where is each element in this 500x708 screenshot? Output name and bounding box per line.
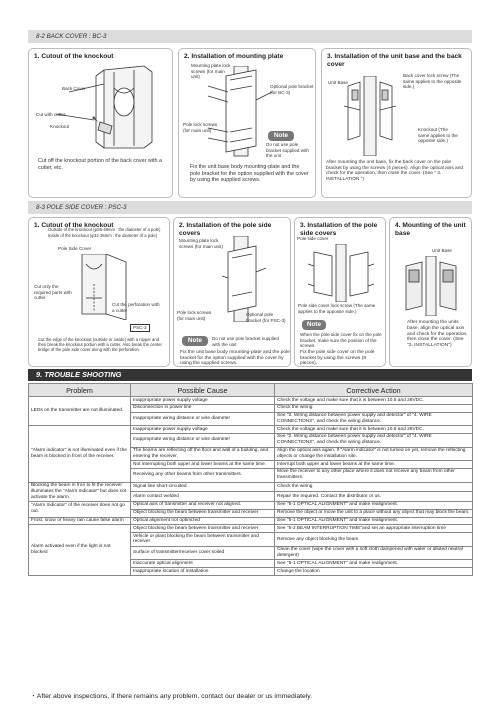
action-cell: See "5-1 OPTICAL ALIGNMENT" and make realignment. bbox=[275, 501, 473, 509]
cause-cell: Optical axis of transmitter and receiver not aligned. bbox=[131, 501, 275, 509]
cause-cell: Signal line short-circuited bbox=[131, 482, 275, 492]
cause-cell: Inaccurate optical alignment bbox=[131, 560, 275, 568]
label-outside-knockout: Outside of the knockout (φ55-48mm : the diameter of a pole) bbox=[48, 227, 161, 232]
label-pole-side-cover: Pole Side Cover bbox=[58, 246, 92, 251]
panel-caption: Fix the unit base body mounting-plate and the pole bracket for the option supplied with the cover by using the supplied screws. bbox=[190, 164, 309, 184]
action-cell: Repair the required. Contact the distributor or us. bbox=[275, 492, 473, 502]
panel-caption: Fix the pole side cover on the pole bracket by using the screws (8 pieces). bbox=[300, 350, 375, 367]
panel-title: 1. Cutout of the knockout bbox=[34, 53, 114, 60]
cause-cell: Inappropriate wiring distance or wire diameter bbox=[131, 412, 275, 426]
table-row bbox=[29, 501, 473, 509]
label-lock-screw: Pole side cover lock screw (The same applies to the opposite side.) bbox=[298, 303, 376, 314]
label-mounting-plate-screws: Mounting plate lock screws (for main unit) bbox=[191, 63, 231, 80]
back-cover-illustration bbox=[34, 62, 166, 154]
pole-bracket-illustration bbox=[222, 236, 268, 322]
problem-cell: LEDs on the transmitter are not illuminated. bbox=[29, 397, 131, 426]
section-bar-pole-side-cover bbox=[28, 201, 472, 214]
action-cell: Check the voltage and make sure that it is between 10.5 and 28VDC. bbox=[275, 397, 473, 405]
note-text: Do not use pole bracket supplied with the unit bbox=[212, 336, 279, 347]
problem-cell: "Alarm Indicator" of the receiver does not go out. bbox=[29, 501, 131, 517]
trouble-shooting-table bbox=[28, 383, 473, 576]
table-row bbox=[29, 426, 473, 434]
label-knockout: Knockout bbox=[50, 124, 70, 129]
label-knockout: Knockout (The same applies to the opposite side.) bbox=[418, 127, 458, 144]
label-unit-base: Unit Base bbox=[432, 248, 452, 253]
problem-cell: "Alarm indicator" is not illuminated even if the beam is blocked in front of the receiver. bbox=[29, 426, 131, 482]
label-cut-perforation: Cut the perforation with a cutter bbox=[112, 302, 160, 313]
label-cut-with-cutter: Cut with cutter. bbox=[36, 112, 67, 117]
section-title: 8-2 BACK COVER : BC-3 bbox=[36, 33, 107, 40]
panel-caption: After mounting the units base, align the optical axis and check for the operation, then close the cover. (See "3. INSTALLATION") bbox=[407, 320, 468, 349]
action-cell: Remove the object or move the unit to a place without any object that may block the beam. bbox=[275, 509, 473, 517]
header-corrective-action: Corrective Action bbox=[275, 384, 473, 397]
panel-title: 2. Installation of mounting plate bbox=[184, 53, 284, 60]
panel-caption: Cut the edge of the knockout (outside or inside) with a nipper and then break the knockout portion with a cutter. Also break the center bridge of the pole side cover along with the perforation. bbox=[38, 337, 162, 353]
cause-cell: Vehicle or plant blocking the beam between transmitter and receiver bbox=[131, 533, 275, 547]
label-pole-lock-screws: Pole lock screws (for main unit) bbox=[183, 122, 218, 133]
header-possible-cause: Possible Cause bbox=[131, 384, 275, 397]
note-badge: Note bbox=[268, 131, 294, 141]
panel-title: 4. Mounting of the unit base bbox=[395, 222, 466, 237]
action-cell: See "2. Wiring distance between power supply and detector" of "4. WIRE CONNECTIONS", and check the wiring distance. bbox=[275, 412, 473, 426]
table-row bbox=[29, 482, 473, 492]
note-badge: Note bbox=[182, 336, 208, 346]
action-cell: See "5-1 OPTICAL ALIGNMENT" and make realignment. bbox=[275, 560, 473, 568]
action-cell: Move the receiver to any other place where it does not receive any beam from other transmitters. bbox=[275, 468, 473, 482]
cause-cell: Inappropriate power supply voltage bbox=[131, 397, 275, 405]
cause-cell: Receiving any other beams from other transmitters. bbox=[131, 468, 275, 482]
action-cell: See "5-2 BEAM INTERRUPTION TIME"and set an appropriate interruption time bbox=[275, 525, 473, 533]
cause-cell: Object blocking the beam between transmitter and receiver bbox=[131, 525, 275, 533]
problem-cell: Alarm activated even if the light is not blocked bbox=[29, 525, 131, 576]
action-cell: Remove any object blocking the beam bbox=[275, 533, 473, 547]
label-pole-side-cover: Pole side cover bbox=[297, 236, 329, 241]
footnote: ・After above inspections, if there remains any problem, contact our dealer or us immediately. bbox=[30, 693, 313, 700]
note-text: Do not use pole bracket supplied with the unit bbox=[266, 142, 309, 159]
action-cell: Clean the cover (wipe the cover with a soft cloth dampened with water or diluted neutral detergent) bbox=[275, 546, 473, 560]
section-bar-back-cover bbox=[28, 30, 472, 43]
cause-cell: Object blocking the beam between transmitter and receiver bbox=[131, 509, 275, 517]
unit-base-back-cover-illustration bbox=[334, 76, 404, 156]
label-psc3: PSC-3 bbox=[130, 324, 150, 332]
label-optional-bracket: Optional pole bracket (for PSC-3) bbox=[246, 312, 286, 323]
panel-caption: After mounting the unit base, fix the back cover on the pole bracket by using the screws (4 pieces). Align the optical axis and check for the operation, then close the cover. (See " 3. INSTALLATION ") bbox=[326, 160, 464, 182]
label-optional-bracket: Optional pole bracket (for BC-3) bbox=[270, 84, 314, 95]
section-title: 8-3 POLE SIDE COVER : PSC-3 bbox=[36, 204, 127, 211]
panel-title: 3. Installation of the unit base and the back cover bbox=[327, 53, 462, 68]
problem-cell: Blocking the beam in fron to fit the receiver illuminates the "Alarm Indicator" but does not activate the alarm. bbox=[29, 482, 131, 501]
note-badge: Note bbox=[302, 320, 326, 330]
cause-cell: Inappropriate power supply voltage bbox=[131, 426, 275, 434]
cause-cell: Optical alignment not optimized bbox=[131, 517, 275, 525]
unit-base-mount-illustration bbox=[398, 256, 466, 316]
table-header-row bbox=[29, 384, 473, 397]
action-cell: Change the location bbox=[275, 568, 473, 576]
panel-title: 3. Installation of the pole side covers bbox=[300, 222, 378, 237]
cause-cell: Inappropriate location of installation bbox=[131, 568, 275, 576]
action-cell: Interrupt both upper and lower beams at the same time. bbox=[275, 461, 473, 469]
section-title: 9. TROUBLE SHOOTING bbox=[36, 370, 122, 379]
action-cell: See "2. Wiring distance between power supply and detector" of "4. WIRE CONNECTIONS", and check the wiring distance. bbox=[275, 433, 473, 447]
action-cell: Check the wiring bbox=[275, 482, 473, 492]
section-bar-trouble-shooting bbox=[28, 369, 472, 381]
note-text: When the pole side cover fix on the pole bracket, make sure the position of the screws. bbox=[300, 332, 382, 349]
label-back-cover-screw: Back cover lock screw (The same applies to the opposite side.) bbox=[403, 73, 462, 90]
panel-caption: Cut off the knockout portion of the back cover with a cutter, etc. bbox=[38, 158, 162, 171]
panel-caption: Fix the unit base body mounting-plate and the pole bracket for the option supplied with the cover by using the supplied screws. bbox=[180, 350, 290, 367]
label-inside-knockout: Inside of the knockout (φ32-36mm : the diameter of a pole) bbox=[48, 233, 158, 238]
label-mounting-plate-screws: Mounting plate lock screws (for main unit) bbox=[179, 238, 223, 249]
cause-cell: Inappropriate wiring distance or wire diameter bbox=[131, 433, 275, 447]
label-unit-base: Unit Base bbox=[328, 80, 348, 85]
action-cell: Check the wiring bbox=[275, 404, 473, 412]
table-row bbox=[29, 525, 473, 533]
label-pole-lock-screws: Pole lock screws (for main unit) bbox=[177, 310, 212, 321]
cause-cell: Alarm contact welded bbox=[131, 492, 275, 502]
action-cell: Check the voltage and make sure that it is between 10.5 and 28VDC. bbox=[275, 426, 473, 434]
pole-side-cover-install-illustration bbox=[306, 244, 376, 302]
action-cell: Align the optical axis again. If "Alarm indicator" is not turned on yet, remove the reflecting objects or change the installation site. bbox=[275, 447, 473, 461]
cause-cell: Disconnection in power line bbox=[131, 404, 275, 412]
cause-cell: Not interrupting both upper and lower beams at the same time. bbox=[131, 461, 275, 469]
panel-title: 2. Installation of the pole side covers bbox=[179, 222, 272, 237]
label-cut-only: Cut only the required parts with cutter bbox=[34, 284, 72, 301]
table-row bbox=[29, 397, 473, 405]
panel-title: 1. Cutout of the knockout bbox=[34, 222, 114, 229]
header-problem: Problem bbox=[29, 384, 131, 397]
cause-cell: The beams are reflecting off the floor and wall of a building, and entering the receiver. bbox=[131, 447, 275, 461]
table-row bbox=[29, 517, 473, 525]
cause-cell: Surface of transmitter/receiver cover soiled bbox=[131, 546, 275, 560]
action-cell: See "5-1 OPTICAL ALIGNMENT" and make realignment. bbox=[275, 517, 473, 525]
label-back-cover: Back Cover bbox=[62, 86, 86, 91]
problem-cell: Frost, snow or heavy rain cause false alarm bbox=[29, 517, 131, 525]
